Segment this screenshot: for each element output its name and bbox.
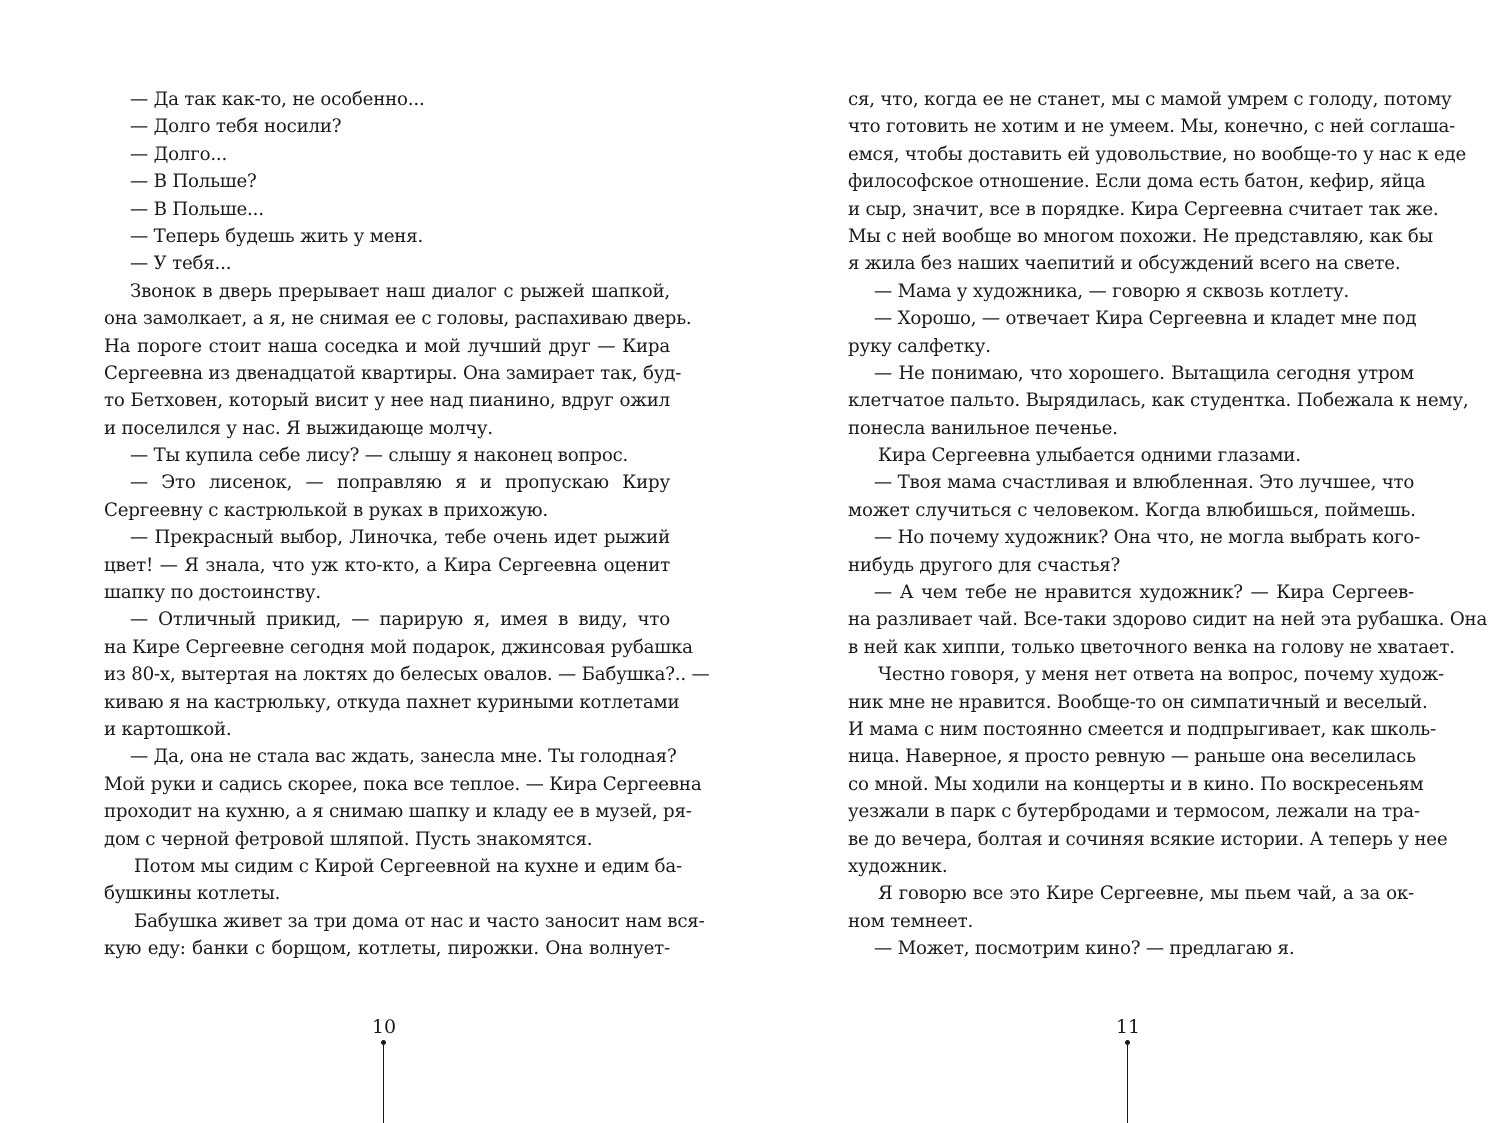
- page-marker-line-right: [1127, 1042, 1128, 1123]
- text-line: понесла ванильное печенье.: [848, 417, 1118, 439]
- text-line: на разливает чай. Все-таки здорово сидит на ней эта рубашка. Она: [848, 609, 1488, 631]
- text-line: ница. Наверное, я просто ревную — раньше она веселилась: [848, 746, 1416, 768]
- text-line: клетчатое пальто. Вырядилась, как студентка. Побежала к нему,: [848, 390, 1469, 412]
- text-line: — Может, посмотрим кино? — предлагаю я.: [874, 938, 1295, 960]
- text-line: — Прекрасный выбор, Линочка, тебе очень идет рыжий: [130, 527, 670, 549]
- text-line: бушкины котлеты.: [104, 883, 281, 905]
- text-line: что готовить не хотим и не умеем. Мы, конечно, с ней соглаша-: [848, 116, 1456, 138]
- text-line: шапку по достоинству.: [104, 582, 321, 604]
- text-line: то Бетховен, который висит у нее над пианино, вдруг ожил: [104, 390, 670, 412]
- text-line: — Да так как-то, не особенно...: [130, 89, 425, 110]
- text-line: — В Польше?: [130, 171, 257, 193]
- text-line: ном темнеет.: [848, 910, 974, 932]
- text-line: И мама с ним постоянно смеется и подпрыгивает, как школь-: [848, 718, 1436, 740]
- text-line: проходит на кухню, а я снимаю шапку и кладу ее в музей, ря-: [104, 801, 692, 823]
- text-line: — А чем тебе не нравится художник? — Кира Сергеев-: [874, 582, 1414, 604]
- text-line: — Твоя мама счастливая и влюбленная. Это лучшее, что: [874, 472, 1415, 494]
- text-line: и сыр, значит, все в порядке. Кира Сергеевна считает так же.: [848, 198, 1439, 220]
- text-line: на Кире Сергеевне сегодня мой подарок, джинсовая рубашка: [104, 636, 693, 658]
- text-line: из 80-х, вытертая на локтях до белесых овалов. — Бабушка?.. —: [104, 664, 710, 686]
- text-line: Я говорю все это Кире Сергеевне, мы пьем чай, а за ок-: [878, 883, 1414, 905]
- page-marker-line-left: [383, 1042, 384, 1123]
- text-line: и поселился у нас. Я выжидающе молчу.: [104, 417, 493, 439]
- text-line: Честно говоря, у меня нет ответа на вопрос, почему худож-: [878, 664, 1444, 686]
- text-line: Потом мы сидим с Кирой Сергеевной на кухне и едим ба-: [134, 855, 682, 877]
- text-line: — Долго...: [130, 143, 228, 165]
- text-line: она замолкает, а я, не снимая ее с головы, распахиваю дверь.: [104, 308, 692, 330]
- text-line: киваю я на кастрюльку, откуда пахнет куриными котлетами: [104, 691, 680, 713]
- text-line: Мы с ней вообще во многом похожи. Не представляю, как бы: [848, 225, 1433, 247]
- text-line: ся, что, когда ее не станет, мы с мамой умрем с голоду, потому: [848, 89, 1452, 110]
- text-line: ник мне не нравится. Вообще-то он симпатичный и веселый.: [848, 691, 1428, 713]
- text-line: емся, чтобы доставить ей удовольствие, но вообще-то у нас к еде: [848, 143, 1467, 165]
- text-line: — Долго тебя носили?: [130, 116, 342, 138]
- text-line: — У тебя...: [130, 253, 232, 275]
- text-line: — Но почему художник? Она что, не могла выбрать кого-: [874, 527, 1420, 549]
- right-page-text: [848, 86, 1488, 963]
- text-line: Мой руки и садись скорее, пока все теплое. — Кира Сергеевна: [104, 773, 702, 795]
- text-line: я жила без наших чаепитий и обсуждений всего на свете.: [848, 253, 1401, 275]
- text-line: — Это лисенок, — поправляю я и пропускаю Киру: [130, 472, 670, 494]
- text-line: — В Польше...: [130, 198, 264, 220]
- text-line: нибудь другого для счастья?: [848, 554, 1121, 576]
- text-line: — Не понимаю, что хорошего. Вытащила сегодня утром: [874, 362, 1414, 384]
- left-page-text: [104, 86, 710, 963]
- text-line: Сергеевна из двенадцатой квартиры. Она замирает так, буд-: [104, 362, 682, 384]
- text-line: дом с черной фетровой шляпой. Пусть знакомятся.: [104, 828, 593, 850]
- text-line: со мной. Мы ходили на концерты и в кино. По воскресеньям: [848, 773, 1424, 795]
- text-line: — Ты купила себе лису? — слышу я наконец вопрос.: [130, 445, 629, 467]
- text-line: Бабушка живет за три дома от нас и часто заносит нам вся-: [134, 910, 705, 932]
- text-line: ве до вечера, болтая и сочиняя всякие истории. А теперь у нее: [848, 828, 1448, 850]
- text-line: руку салфетку.: [848, 335, 991, 357]
- text-line: кую еду: банки с борщом, котлеты, пирожки. Она волнует-: [104, 938, 670, 960]
- text-line: может случиться с человеком. Когда влюбишься, поймешь.: [848, 499, 1416, 521]
- text-line: философское отношение. Если дома есть батон, кефир, яйца: [848, 171, 1426, 193]
- page-number-left: 10: [371, 1016, 397, 1038]
- page-number-right: 11: [1115, 1016, 1141, 1038]
- text-line: Сергеевну с кастрюлькой в руках в прихожую.: [104, 499, 548, 521]
- text-line: цвет! — Я знала, что уж кто-кто, а Кира Сергеевна оценит: [104, 554, 670, 576]
- text-line: и картошкой.: [104, 718, 232, 740]
- text-line: уезжали в парк с бутербродами и термосом, лежали на тра-: [848, 801, 1420, 823]
- text-line: в ней как хиппи, только цветочного венка на голову не хватает.: [848, 636, 1455, 658]
- text-line: — Отличный прикид, — парирую я, имея в виду, что: [130, 609, 670, 631]
- text-line: — Да, она не стала вас ждать, занесла мне. Ты голодная?: [130, 746, 677, 768]
- text-line: — Хорошо, — отвечает Кира Сергеевна и кладет мне под: [874, 308, 1417, 330]
- text-line: — Мама у художника, — говорю я сквозь котлету.: [874, 280, 1350, 302]
- text-line: художник.: [848, 855, 948, 877]
- text-line: Кира Сергеевна улыбается одними глазами.: [878, 445, 1301, 467]
- text-line: — Теперь будешь жить у меня.: [130, 225, 424, 247]
- text-line: На пороге стоит наша соседка и мой лучший друг — Кира: [104, 335, 670, 357]
- text-line: Звонок в дверь прерывает наш диалог с рыжей шапкой,: [130, 280, 670, 302]
